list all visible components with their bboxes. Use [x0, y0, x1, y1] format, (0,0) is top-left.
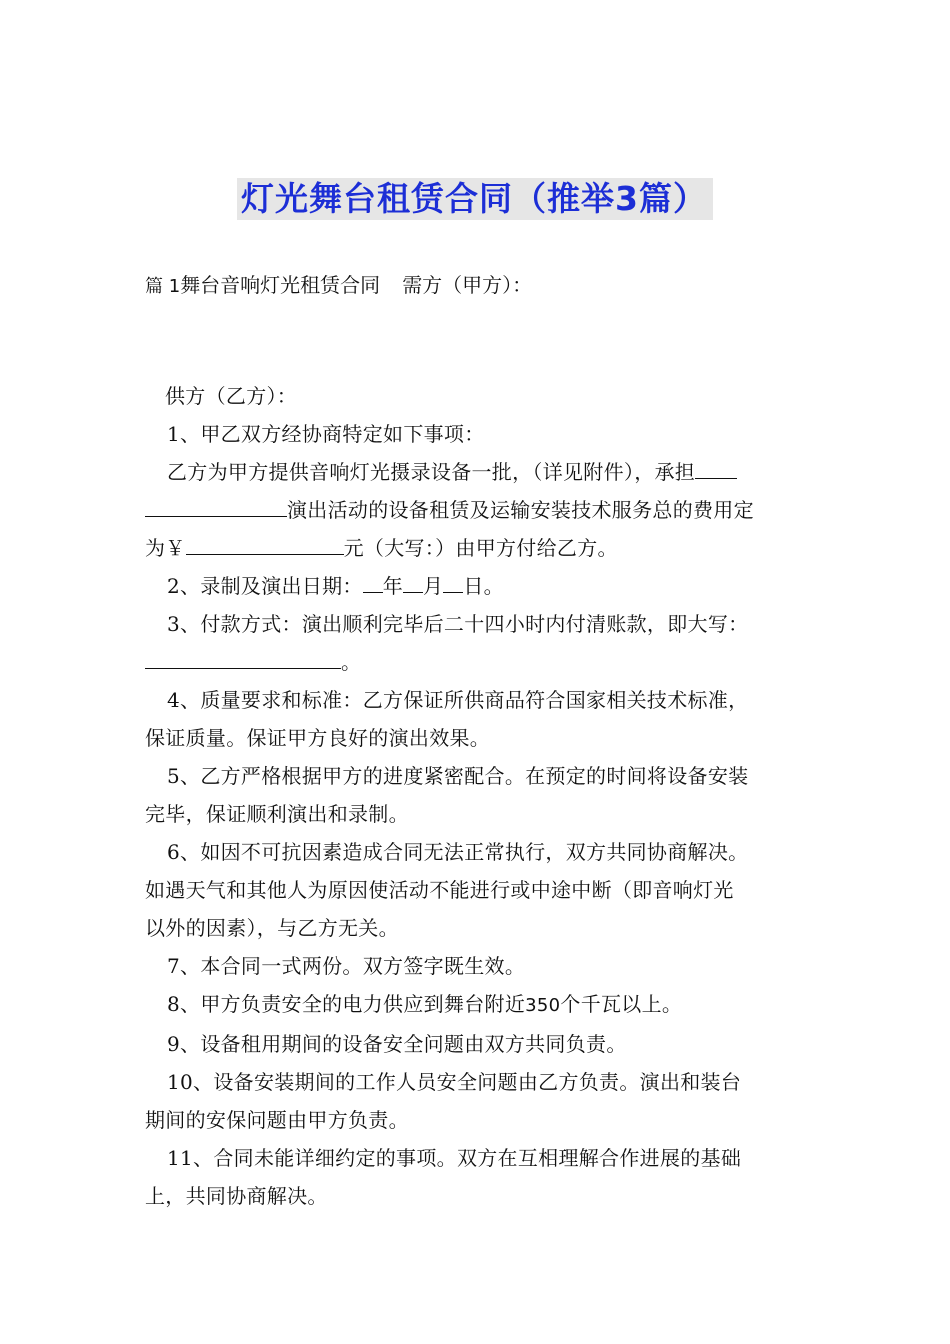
clause-4: 4、质量要求和标准：乙方保证所供商品符合国家相关技术标准，	[167, 688, 749, 712]
clause-2-text-a: 2、录制及演出日期：	[167, 574, 363, 598]
clause-1-body-text-a: 乙方为甲方提供音响灯光摄录设备一批，（详见附件），承担	[167, 460, 696, 484]
clause-11-line-2: 上，共同协商解决。	[145, 1184, 328, 1208]
blank-field	[145, 646, 341, 669]
clause-6-line-3: 以外的因素），与乙方无关。	[145, 916, 399, 940]
clause-3-line-2	[145, 643, 810, 681]
clause-1-body-text-c: 为￥	[145, 536, 186, 560]
clause-6-line-2: 如遇天气和其他人为原因使活动不能进行或中途中断（即音响灯光	[145, 878, 734, 902]
clause-4-line-2: 保证质量。保证甲方良好的演出效果。	[145, 726, 491, 750]
clause-2-month: 月	[423, 574, 444, 598]
blank-field	[363, 570, 383, 593]
clause-10: 10、设备安装期间的工作人员安全问题由乙方负责。演出和装台	[167, 1070, 742, 1094]
supplier-label: 供方（乙方）：	[165, 384, 298, 408]
clause-5: 5、乙方严格根据甲方的进度紧密配合。在预定的时间将设备安装	[167, 764, 749, 788]
blank-field	[695, 456, 737, 479]
clause-9: 9、设备租用期间的设备安全问题由双方共同负责。	[167, 1032, 627, 1056]
clause-7: 7、本合同一式两份。双方签字既生效。	[167, 954, 526, 978]
document-title: 灯光舞台租赁合同（推举3篇）	[237, 178, 713, 220]
clause-10-line-2: 期间的安保问题由甲方负责。	[145, 1108, 409, 1132]
blank-field	[145, 494, 287, 517]
buyer-label: 需方（甲方）：	[402, 273, 533, 297]
intro-line	[145, 266, 532, 306]
clause-3: 3、付款方式：演出顺利完毕后二十四小时内付清账款，即大写：	[167, 612, 749, 636]
clause-1-body-text-b: 演出活动的设备租赁及运输安装技术服务总的费用定	[287, 498, 754, 522]
title-container	[0, 178, 950, 220]
clause-8-number: 350	[525, 995, 561, 1016]
clause-8-text-b: 个千瓦以上。	[560, 992, 683, 1016]
clause-3-text-b: 。	[341, 650, 362, 674]
clause-1-body-line-2	[145, 491, 810, 529]
contract-body	[145, 377, 810, 1215]
clause-2-day: 日。	[463, 574, 504, 598]
clause-1-body-text-d: 元（大写：）由甲方付给乙方。	[343, 536, 618, 560]
clause-11: 11、合同未能详细约定的事项。双方在互相理解合作进展的基础	[167, 1146, 742, 1170]
clause-8	[145, 985, 810, 1025]
clause-2	[145, 567, 810, 605]
part-label: 篇 1	[145, 276, 181, 297]
clause-1-body	[145, 453, 810, 491]
clause-1: 1、甲乙双方经协商特定如下事项：	[167, 422, 485, 446]
clause-5-line-2: 完毕，保证顺利演出和录制。	[145, 802, 409, 826]
blank-field	[186, 532, 344, 555]
blank-field	[443, 570, 463, 593]
blank-field	[403, 570, 423, 593]
clause-1-body-line-3	[145, 529, 810, 567]
clause-8-text-a: 8、甲方负责安全的电力供应到舞台附近	[167, 992, 526, 1016]
part-title: 舞台音响灯光租赁合同	[180, 273, 381, 297]
clause-6: 6、如因不可抗因素造成合同无法正常执行，双方共同协商解决。	[167, 840, 749, 864]
clause-2-year: 年	[382, 574, 404, 598]
